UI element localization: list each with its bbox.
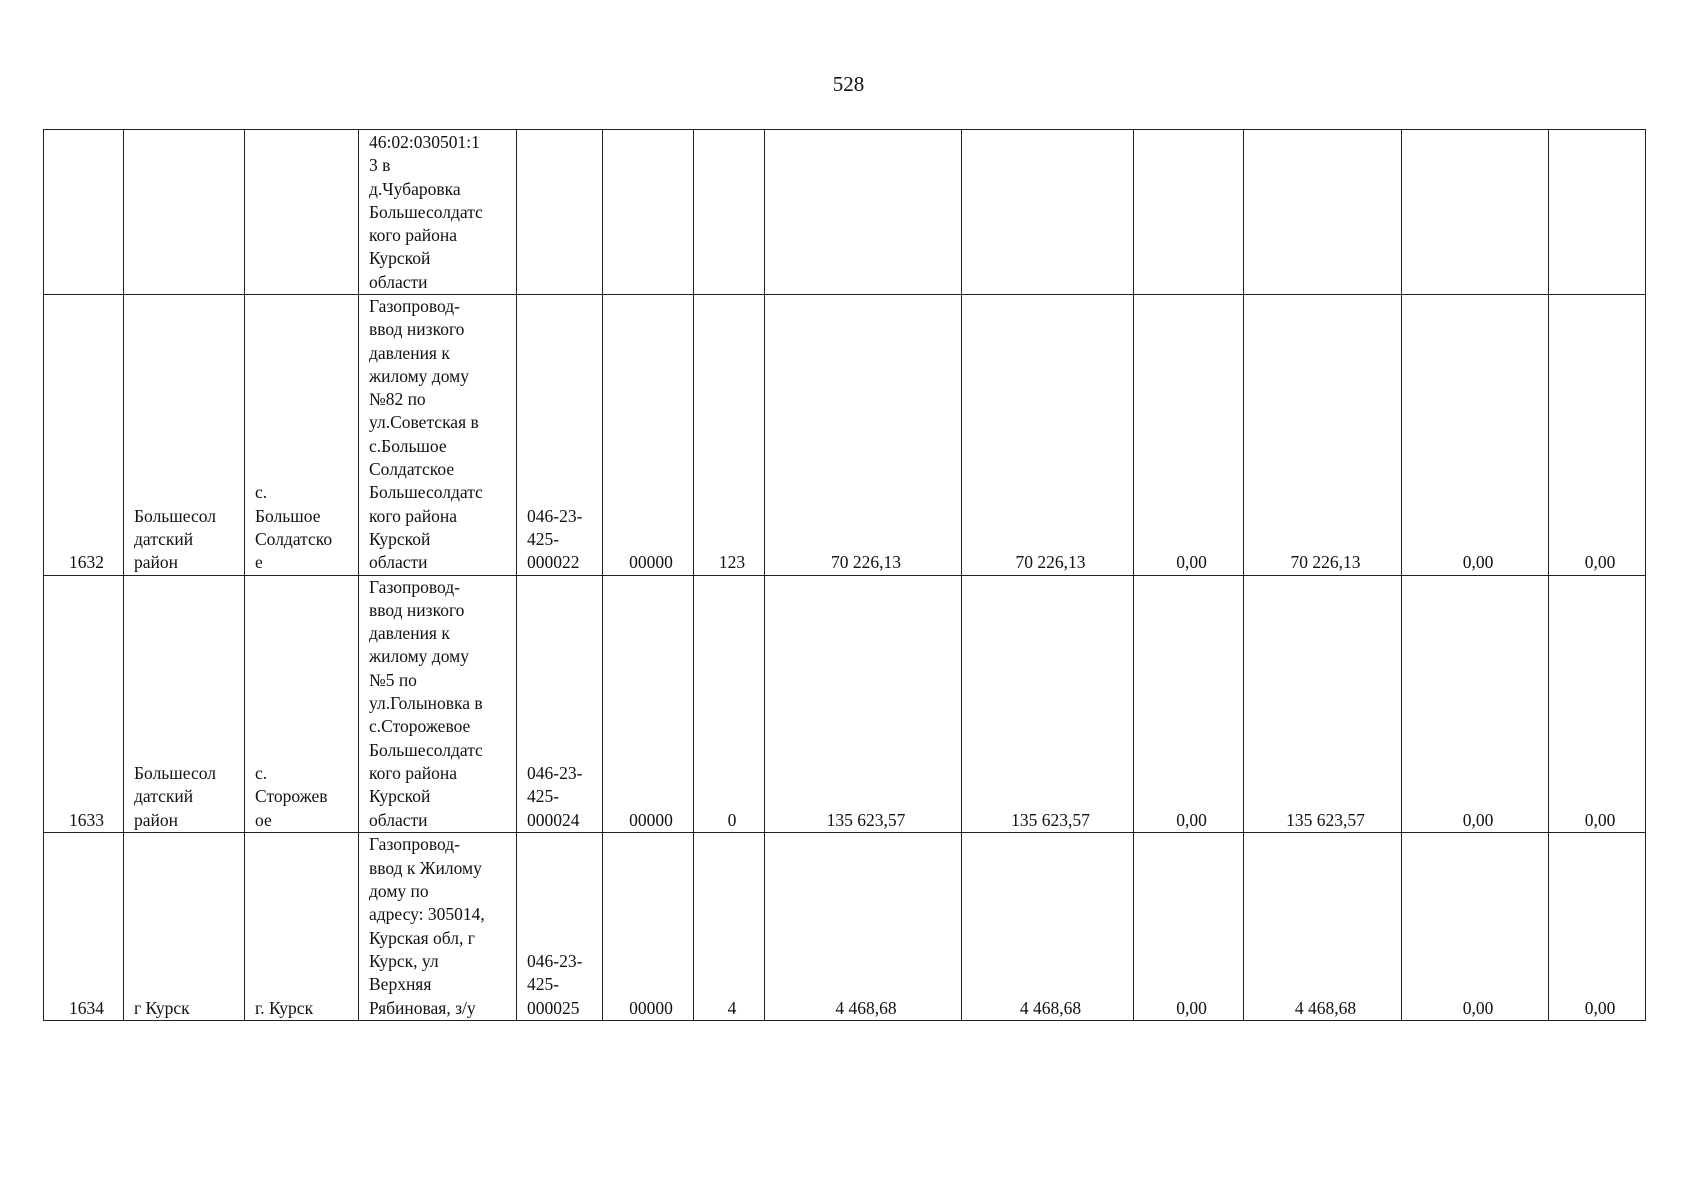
description-cell: 46:02:030501:1 3 в д.Чубаровка Большесолдатс кого района Курской области bbox=[359, 130, 517, 295]
table-row bbox=[44, 130, 1646, 295]
col10-cell bbox=[1134, 130, 1244, 295]
table-row bbox=[44, 575, 1646, 832]
col8-cell: 4 468,68 bbox=[765, 832, 962, 1020]
col10-cell: 0,00 bbox=[1134, 295, 1244, 576]
page-number: 528 bbox=[832, 72, 865, 96]
col7-cell bbox=[694, 130, 765, 295]
col11-cell: 70 226,13 bbox=[1244, 295, 1402, 576]
locality-cell: г. Курск bbox=[245, 832, 359, 1020]
code-cell: 046-23- 425- 000024 bbox=[517, 575, 603, 832]
registry-table bbox=[43, 129, 1646, 1021]
col8-cell: 135 623,57 bbox=[765, 575, 962, 832]
col9-cell: 135 623,57 bbox=[962, 575, 1134, 832]
district-cell: Большесол датский район bbox=[124, 575, 245, 832]
locality-cell: с. Сторожев ое bbox=[245, 575, 359, 832]
description-cell: Газопровод- ввод к Жилому дому по адресу: 305014, Курская обл, г Курск, ул Верхняя Рябиновая, з/у bbox=[359, 832, 517, 1020]
code-cell: 046-23- 425- 000022 bbox=[517, 295, 603, 576]
district-cell: г Курск bbox=[124, 832, 245, 1020]
col12-cell: 0,00 bbox=[1402, 575, 1549, 832]
locality-cell: с. Большое Солдатско е bbox=[245, 295, 359, 576]
col6-cell bbox=[603, 130, 694, 295]
col12-cell: 0,00 bbox=[1402, 832, 1549, 1020]
row-number-cell: 1633 bbox=[44, 575, 124, 832]
table-row bbox=[44, 832, 1646, 1020]
col11-cell: 4 468,68 bbox=[1244, 832, 1402, 1020]
col11-cell bbox=[1244, 130, 1402, 295]
col8-cell: 70 226,13 bbox=[765, 295, 962, 576]
col13-cell: 0,00 bbox=[1549, 575, 1646, 832]
col7-cell: 123 bbox=[694, 295, 765, 576]
col13-cell: 0,00 bbox=[1549, 832, 1646, 1020]
col12-cell: 0,00 bbox=[1402, 295, 1549, 576]
col8-cell bbox=[765, 130, 962, 295]
col13-cell: 0,00 bbox=[1549, 295, 1646, 576]
col6-cell: 00000 bbox=[603, 832, 694, 1020]
row-number-cell: 1634 bbox=[44, 832, 124, 1020]
district-cell bbox=[124, 130, 245, 295]
col13-cell bbox=[1549, 130, 1646, 295]
locality-cell bbox=[245, 130, 359, 295]
col12-cell bbox=[1402, 130, 1549, 295]
description-cell: Газопровод- ввод низкого давления к жилому дому №5 по ул.Голыновка в с.Сторожевое Большесолдатс кого района Курской области bbox=[359, 575, 517, 832]
col11-cell: 135 623,57 bbox=[1244, 575, 1402, 832]
col10-cell: 0,00 bbox=[1134, 832, 1244, 1020]
table-row bbox=[44, 295, 1646, 576]
col9-cell: 70 226,13 bbox=[962, 295, 1134, 576]
col9-cell bbox=[962, 130, 1134, 295]
description-cell: Газопровод- ввод низкого давления к жилому дому №82 по ул.Советская в с.Большое Солдатское Большесолдатс кого района Курской области bbox=[359, 295, 517, 576]
col6-cell: 00000 bbox=[603, 295, 694, 576]
col7-cell: 4 bbox=[694, 832, 765, 1020]
district-cell: Большесол датский район bbox=[124, 295, 245, 576]
col7-cell: 0 bbox=[694, 575, 765, 832]
code-cell bbox=[517, 130, 603, 295]
col10-cell: 0,00 bbox=[1134, 575, 1244, 832]
row-number-cell: 1632 bbox=[44, 295, 124, 576]
code-cell: 046-23- 425- 000025 bbox=[517, 832, 603, 1020]
col9-cell: 4 468,68 bbox=[962, 832, 1134, 1020]
row-number-cell bbox=[44, 130, 124, 295]
col6-cell: 00000 bbox=[603, 575, 694, 832]
